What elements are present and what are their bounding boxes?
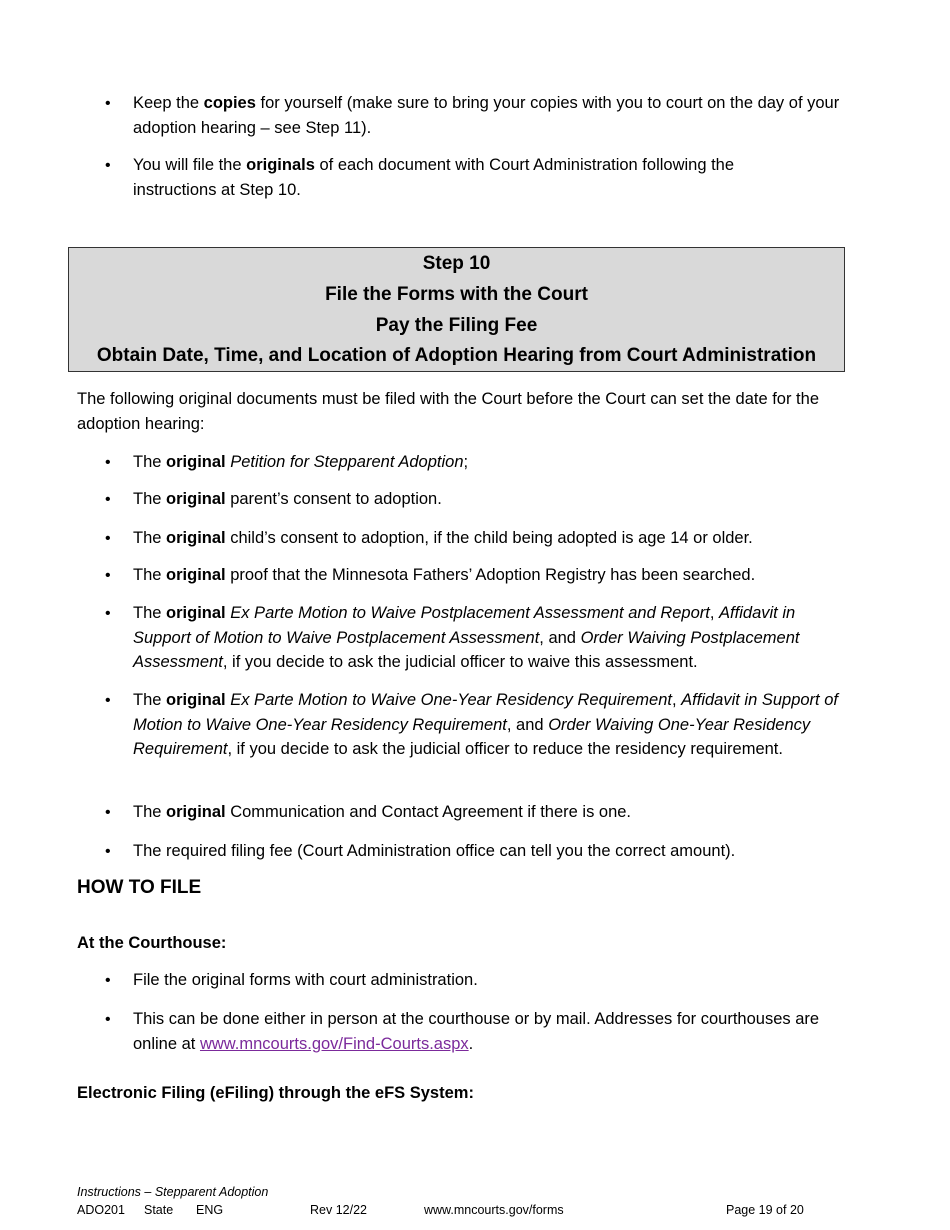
subsection-heading: Electronic Filing (eFiling) through the eFS System: bbox=[77, 1084, 474, 1102]
bullet-text: File the original forms with court administration. bbox=[133, 971, 478, 989]
bullet-text: The original Ex Parte Motion to Waive Postplacement Assessment and Report, Affidavit in Support of Motion to Waive Postplacement Assessment, and Order Waiving Postplacement Assessment, if you decide to ask the judicial officer to waive this assessment. bbox=[133, 604, 800, 671]
bullet-text: You will file the originals of each document with Court Administration following the instructions at Step 10. bbox=[133, 156, 735, 199]
bullet-icon bbox=[105, 601, 125, 627]
footer-page-number: Page 19 of 20 bbox=[726, 1203, 804, 1217]
footer-revision: Rev 12/22 bbox=[310, 1203, 367, 1217]
bullet-icon bbox=[105, 450, 125, 476]
step-subtitle: Obtain Date, Time, and Location of Adoption Hearing from Court Administration bbox=[96, 345, 817, 366]
footer-language: ENG bbox=[196, 1203, 224, 1217]
footer-url: www.mncourts.gov/forms bbox=[424, 1203, 564, 1217]
step-header-box bbox=[68, 247, 845, 372]
bullet-icon bbox=[105, 526, 125, 552]
subsection-heading: At the Courthouse: bbox=[77, 934, 227, 952]
footer-state: State bbox=[144, 1203, 174, 1217]
find-courts-link[interactable]: www.mncourts.gov/Find-Courts.aspx bbox=[199, 1034, 469, 1053]
bullet-text: The original parent’s consent to adoption. bbox=[133, 490, 442, 508]
section-heading: HOW TO FILE bbox=[77, 877, 202, 898]
bullet-icon bbox=[105, 839, 125, 865]
bullet-text: The original Ex Parte Motion to Waive One-Year Residency Requirement, Affidavit in Support of Motion to Waive One-Year Residency Requirement, and Order Waiving One-Year Residency Requirement, if you decide to ask the judicial officer to reduce the residency requirement. bbox=[133, 691, 838, 758]
bullet-icon bbox=[105, 968, 125, 994]
bullet-text: The original Communication and Contact Agreement if there is one. bbox=[133, 803, 632, 821]
step-number: Step 10 bbox=[422, 253, 491, 274]
bullet-icon bbox=[105, 563, 125, 589]
footer-form-id: ADO201 bbox=[77, 1203, 125, 1217]
bullet-icon bbox=[105, 91, 125, 117]
step-subtitle: Pay the Filing Fee bbox=[375, 315, 538, 336]
bullet-text: The original child’s consent to adoption, if the child being adopted is age 14 or older. bbox=[133, 529, 753, 547]
bullet-icon bbox=[105, 800, 125, 826]
step-title: File the Forms with the Court bbox=[325, 284, 588, 305]
bullet-text: The original Petition for Stepparent Adoption; bbox=[133, 453, 469, 471]
bullet-icon bbox=[105, 153, 125, 179]
bullet-text: This can be done either in person at the courthouse or by mail. Addresses for courthouses are online at www.mncourts.gov/Find-Courts.aspx. bbox=[133, 1010, 820, 1053]
bullet-text: The required filing fee (Court Administration office can tell you the correct amount). bbox=[133, 842, 736, 860]
bullet-text: The original proof that the Minnesota Fathers’ Adoption Registry has been searched. bbox=[133, 566, 756, 584]
intro-paragraph: The following original documents must be filed with the Court before the Court can set the date for the adoption hearing: bbox=[77, 390, 819, 433]
bullet-icon bbox=[105, 1007, 125, 1033]
bullet-icon bbox=[105, 487, 125, 513]
bullet-icon bbox=[105, 688, 125, 714]
bullet-text: Keep the copies for yourself (make sure to bring your copies with you to court on the day of your adoption hearing – see Step 11). bbox=[133, 94, 840, 137]
footer-title: Instructions – Stepparent Adoption bbox=[77, 1185, 269, 1199]
